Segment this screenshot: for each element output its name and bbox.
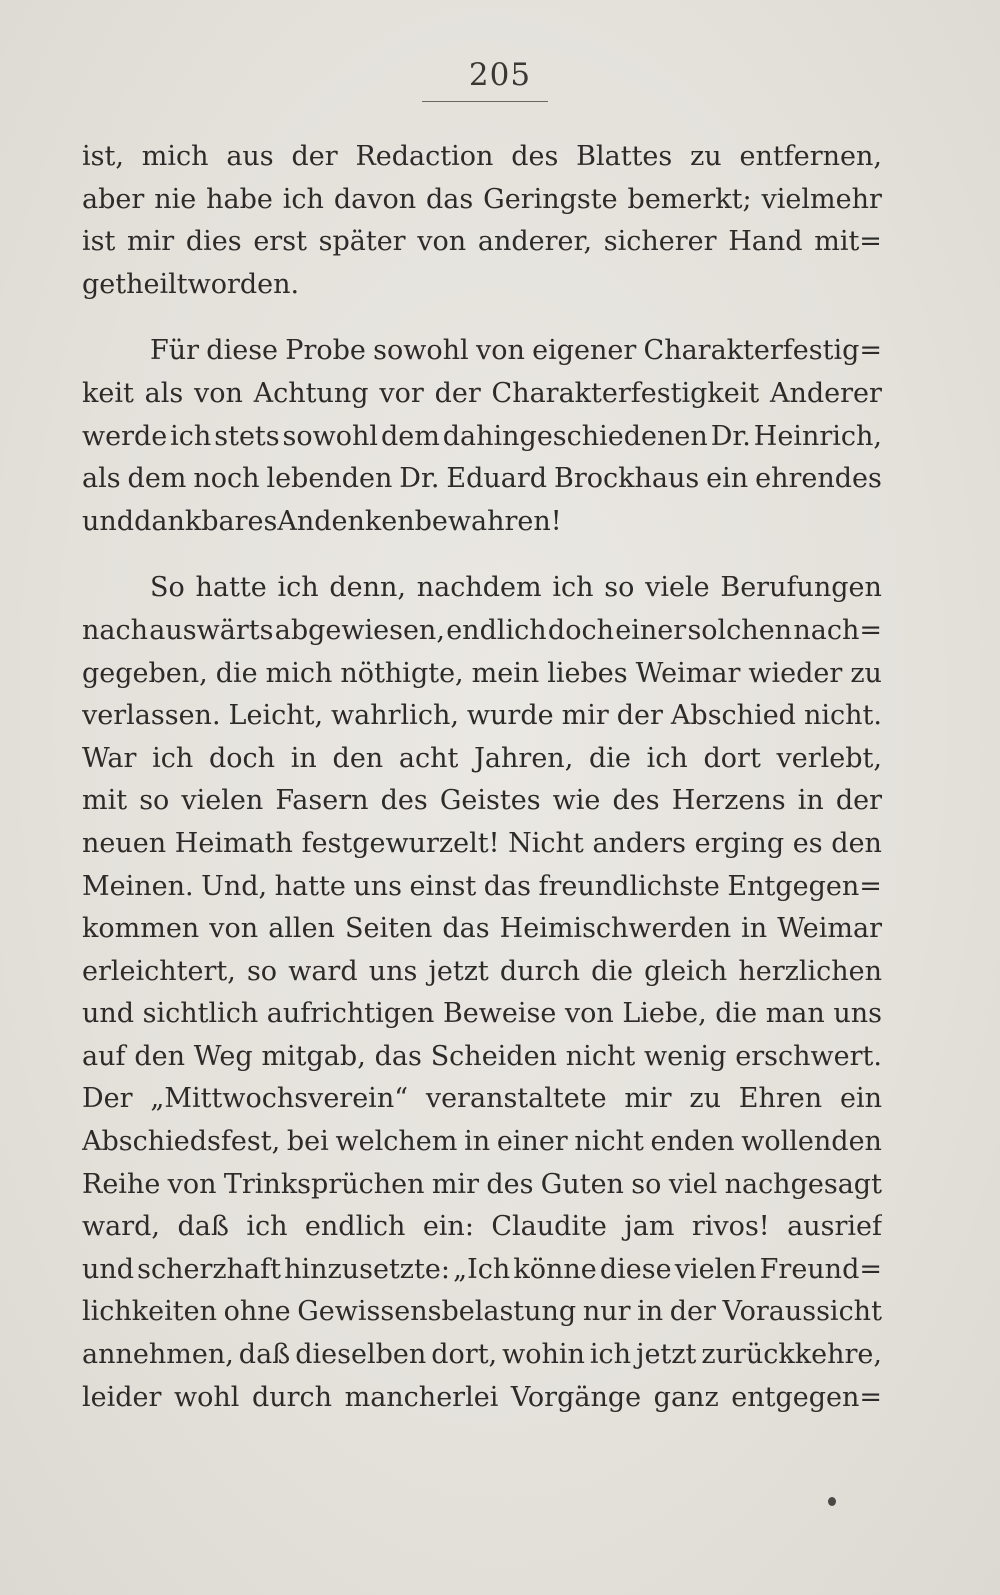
text-line: keit als von Achtung vor der Charakterfestigkeit Anderer [82, 377, 882, 409]
paragraph [82, 136, 882, 306]
text-line: als dem noch lebenden Dr. Eduard Brockhaus ein ehrendes [82, 463, 882, 495]
text-line: kommen von allen Seiten das Heimischwerden in Weimar [82, 913, 882, 945]
body-text [82, 136, 882, 1443]
text-line: Für diese Probe sowohl von eigener Charakterfestig= [150, 335, 882, 367]
paragraph [82, 567, 882, 1419]
text-line: auf den Weg mitgab, das Scheiden nicht wenig erschwert. [82, 1040, 882, 1072]
text-line: mit so vielen Fasern des Geistes wie des Herzens in der [82, 785, 882, 817]
text-line: Abschiedsfest, bei welchem in einer nicht enden wollenden [82, 1126, 882, 1158]
text-line: Meinen. Und, hatte uns einst das freundlichste Entgegen= [82, 870, 882, 902]
text-line: und dankbares Andenken bewahren! [82, 505, 562, 537]
page-number: 205 [468, 57, 532, 93]
text-line: getheilt worden. [82, 268, 300, 300]
text-line: gegeben, die mich nöthigte, mein liebes Weimar wieder zu [82, 657, 882, 689]
text-line: erleichtert, so ward uns jetzt durch die gleich herzlichen [82, 955, 882, 987]
paragraph [82, 330, 882, 543]
header-rule [422, 101, 548, 102]
text-line: So hatte ich denn, nachdem ich so viele Berufungen [150, 572, 882, 604]
text-line: Der „Mittwochsverein“ veranstaltete mir zu Ehren ein [82, 1083, 882, 1115]
text-line: ist mir dies erst später von anderer, sicherer Hand mit= [82, 226, 882, 258]
text-line: werde ich stets sowohl dem dahingeschiedenen Dr. Heinrich, [82, 420, 882, 452]
text-line: und sichtlich aufrichtigen Beweise von Liebe, die man uns [82, 998, 882, 1030]
text-line: Reihe von Trinksprüchen mir des Guten so viel nachgesagt [82, 1168, 882, 1200]
ink-speck [828, 1497, 836, 1506]
text-line: ward, daß ich endlich ein: Claudite jam rivos! ausrief [82, 1211, 882, 1243]
text-line: verlassen. Leicht, wahrlich, wurde mir der Abschied nicht. [82, 700, 882, 732]
text-line: leider wohl durch mancherlei Vorgänge ganz entgegen= [82, 1381, 882, 1413]
text-line: aber nie habe ich davon das Geringste bemerkt; vielmehr [82, 183, 882, 215]
text-line: und scherzhaft hinzusetzte: „Ich könne diese vielen Freund= [82, 1253, 882, 1285]
text-line: ist, mich aus der Redaction des Blattes zu entfernen, [82, 141, 882, 172]
text-line: War ich doch in den acht Jahren, die ich dort verlebt, [82, 742, 882, 774]
text-line: neuen Heimath festgewurzelt! Nicht anders erging es den [82, 827, 882, 859]
text-line: annehmen, daß dieselben dort, wohin ich jetzt zurückkehre, [82, 1339, 882, 1371]
text-line: nach auswärts abgewiesen, endlich doch einer solchen nach= [82, 614, 882, 646]
text-line: lichkeiten ohne Gewissensbelastung nur in der Voraussicht [82, 1296, 882, 1328]
